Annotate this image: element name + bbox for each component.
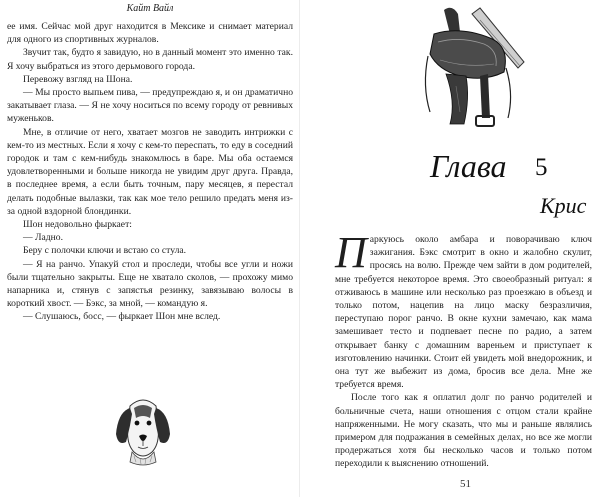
beagle-illustration-icon [112, 392, 174, 468]
paragraph: — Я на ранчо. Упакуй стол и проследи, чтобы все угли и ножи были тщательно закрыты. Еще не хватало сколов, — прохожу мимо напарника и, стянув с запястья резинку, завязываю волосы в короткий хвост. — Бэкс, за мной, — командую я. [7, 258, 293, 310]
paragraph: Шон недовольно фыркает: [23, 219, 132, 231]
saddle-illustration-icon [420, 2, 530, 138]
paragraph: — Мы просто выпьем пива, — предупреждаю я, и он драматично закатывает глаза. — Я не хочу носиться по всему городу от ревнивых муженьков. [7, 87, 293, 125]
right-page [300, 0, 600, 497]
left-body-text [7, 20, 293, 324]
paragraph: Беру с полочки ключи и встаю со стула. [23, 245, 187, 257]
running-head: Кайт Вайл [126, 3, 174, 14]
chapter-first-paragraph [335, 228, 592, 391]
paragraph: ее имя. Сейчас мой друг находится в Мексике и снимает материал для одного из спортивных журналов. [7, 21, 293, 46]
paragraph: Перевожу взгляд на Шона. [23, 73, 133, 85]
drop-cap: П [335, 228, 367, 277]
chapter-number: 5 [535, 154, 548, 181]
chapter-second-paragraph: После того как я оплатил долг по ранчо родителей и больничные счета, наши отношения с отцом стали крайне напряженными. Не могу сказать, что мы и раньше являлись примером для подражания в семейных делах, но все же могли продержаться хотя бы несколько часов и только потом переходили к выяснению отношений. [335, 392, 592, 470]
paragraph: — Слушаюсь, босс, — фыркает Шон мне вслед. [23, 311, 221, 323]
paragraph: — Ладно. [23, 232, 63, 244]
paragraph: Мне, в отличие от него, хватает мозгов не заводить интрижки с кем-то из местных. Если я хочу с кем-то переспать, то еду в соседний городок и там с кем-нибудь знакомлюсь в баре. Мы оба остаемся удовлетворенными и больше никогда не увидим друг друга. Правда, в последнее время, а если быть точным, пару месяцев, я перестал делать подобные вылазки, так как мое тело решило предать меня из-за одной вздорной блондинки. [7, 126, 293, 217]
page-number: 51 [460, 478, 471, 490]
chapter-pov-name: Крис [540, 193, 587, 218]
chapter-title: Глава [430, 148, 507, 184]
paragraph: Звучит так, будто я завидую, но в данный момент это именно так. Я хочу выбраться из этого дерьмового города. [7, 47, 293, 72]
first-paragraph-text: аркуюсь около амбара и поворачиваю ключ зажигания. Бэкс смотрит в окно и жалобно скулит, просясь на волю. Прежде чем зайти в дом родителей, мне требуется некоторое время. Это своеобразный ритуал: я отживаюсь в машине или несколько раз проезжаю в объезд и только потом, нацепив на лицо маску безразличия, переступаю порог ранчо. В окне кухни замечаю, как мама замешивает тесто и подпевает песне по радио, а затем открывает банку с домашним вареньем и приступает к изготовлению начинки. Стоит ей увидеть мой внедорожник, и она тут же выбежит из дома, бросив все дела. Мне же требуется время. [335, 234, 592, 391]
right-body-text [335, 228, 592, 471]
